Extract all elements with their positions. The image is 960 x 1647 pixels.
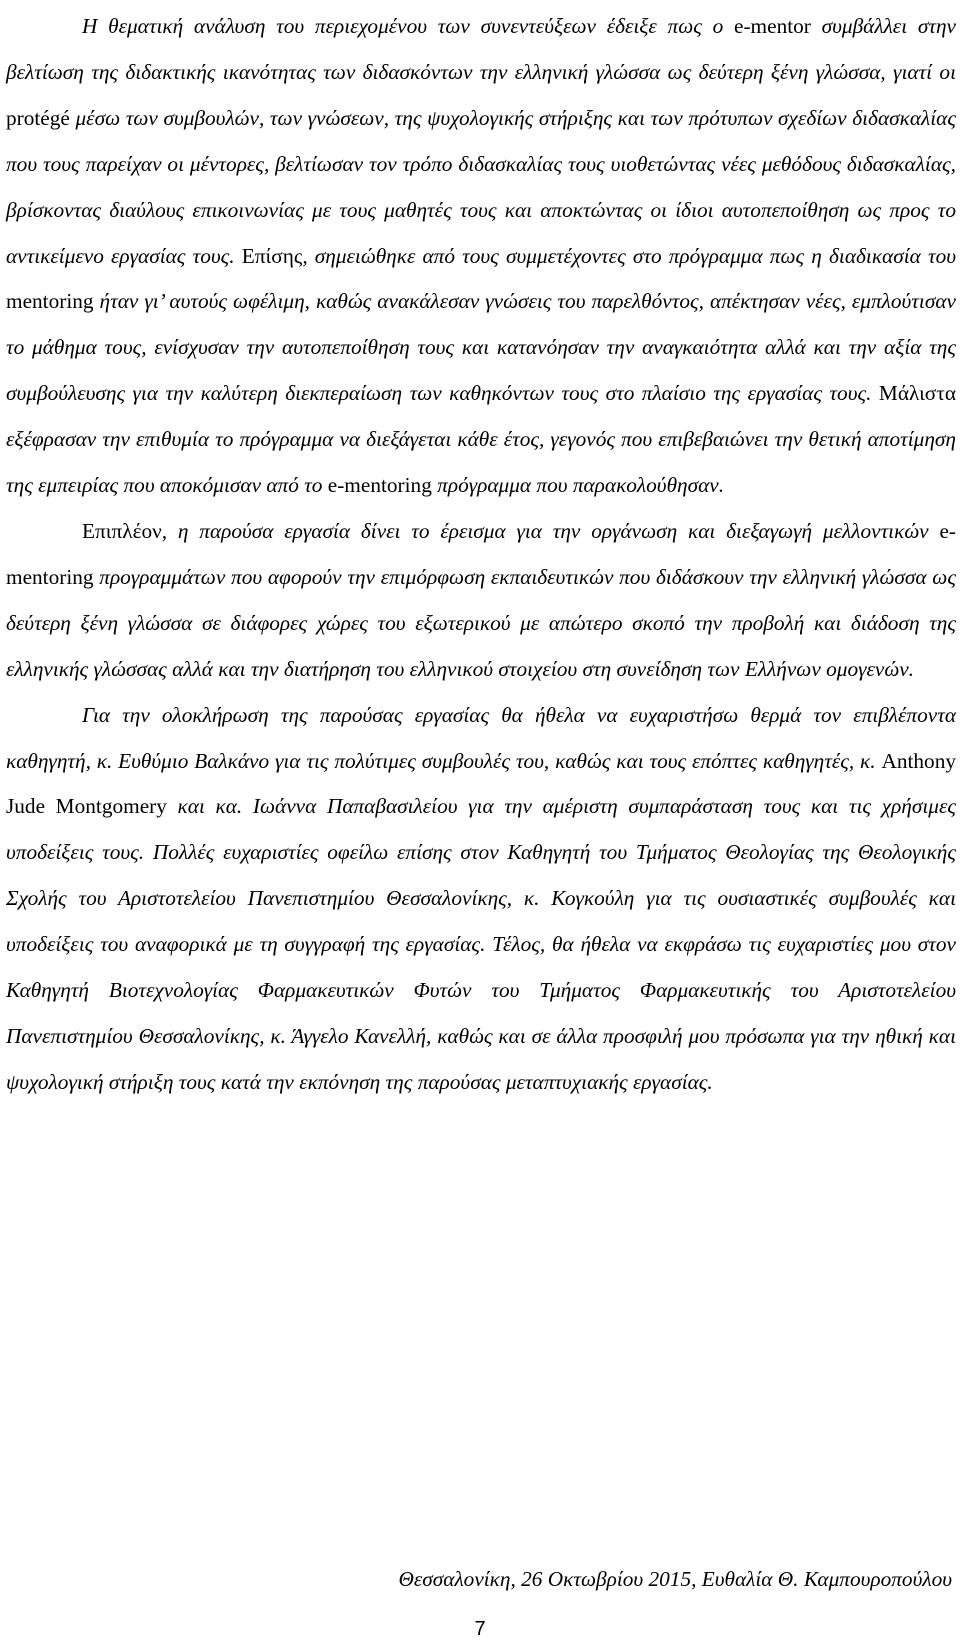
paragraph-conclusions bbox=[6, 4, 956, 509]
text-run: και κα. Ιωάννα Παπαβασιλείου για την αμέριστη συμπαράσταση τους και τις χρήσιμες υποδείξεις τους. Πολλές ευχαριστίες οφείλω επίσης στον Καθηγητή του Τμήματος Θεολογίας της Θεολογικής Σχολής του Αριστοτελείου Πανεπιστημίου Θεσσαλονίκης, κ. Κογκούλη για τις ουσιαστικές συμβουλές και υποδείξεις του αναφορικά με τη συγγραφή της εργασίας. Τέλος, θα ήθελα να εκφράσω τις ευχαριστίες μου στον Καθηγητή Βιοτεχνολογίας Φαρμακευτικών Φυτών του Τμήματος Φαρμακευτικής του Αριστοτελείου Πανεπιστημίου Θεσσαλονίκης, κ. Άγγελο Κανελλή, καθώς και σε άλλα προσφιλή μου πρόσωπα για την ηθική και ψυχολογική στήριξη τους κατά την εκπόνηση της παρούσας μεταπτυχιακής εργασίας. bbox=[6, 794, 957, 1094]
paragraph-future-work bbox=[6, 509, 956, 693]
text-run-upright: Επίσης bbox=[241, 243, 303, 268]
text-run: μέσω των συμβουλών, των γνώσεων, της ψυχολογικής στήριξης και των πρότυπων σχεδίων διδασκαλίας που τους παρείχαν οι μέντορες, βελτίωσαν τον τρόπο διδασκαλίας τους υιοθετώντας νέες μεθόδους διδασκαλίας, βρίσκοντας διαύλους επικοινωνίας με τους μαθητές τους και αποκτώντας οι ίδιοι αυτοπεποίθηση ως προς το αντικείμενο εργασίας τους. bbox=[6, 105, 956, 268]
text-run-upright: e-mentoring bbox=[327, 473, 432, 498]
text-run: Η θεματική ανάλυση του περιεχομένου των συνεντεύξεων έδειξε πως ο bbox=[82, 14, 734, 38]
text-run: ήταν γι’ αυτούς ωφέλιμη, καθώς ανακάλεσαν γνώσεις του παρελθόντος, απέκτησαν νέες, εμπλούτισαν το μάθημα τους, ενίσχυσαν την αυτοπεποίθηση τους και κατανόησαν την αναγκαιότητα αλλά και την αξία της συμβούλευσης για την καλύτερη διεκπεραίωση των καθηκόντων τους στο πλαίσιο της εργασίας τους. bbox=[6, 289, 956, 406]
text-run-upright: Μάλιστα bbox=[878, 381, 956, 406]
text-run-upright: e-mentoring bbox=[6, 518, 956, 589]
text-run: συμβάλλει στην βελτίωση της διδακτικής ικανότητας των διδασκόντων την ελληνική γλώσσα ως δεύτερη ξένη γλώσσα, γιατί οι bbox=[6, 14, 956, 84]
paragraph-acknowledgements bbox=[6, 693, 956, 1106]
text-run: Για την ολοκλήρωση της παρούσας εργασίας θα ήθελα να ευχαριστήσω θερμά τον επιβλέποντα καθηγητή, κ. Ευθύμιο Βαλκάνο για τις πολύτιμες συμβουλές του, καθώς και τους επόπτες καθηγητές, κ. bbox=[6, 702, 956, 773]
text-run-upright: Anthony Jude Montgomery bbox=[6, 748, 956, 819]
text-run-upright: protégé bbox=[6, 105, 70, 130]
text-run: , σημειώθηκε από τους συμμετέχοντες στο πρόγραμμα πως η διαδικασία του bbox=[302, 243, 957, 268]
text-run-upright: Επιπλέον bbox=[82, 518, 162, 543]
text-run-upright: mentoring bbox=[6, 289, 94, 314]
page-number: 7 bbox=[474, 1618, 486, 1640]
body-text bbox=[6, 4, 956, 1106]
text-run: προγραμμάτων που αφορούν την επιμόρφωση εκπαιδευτικών που διδάσκουν την ελληνική γλώσσα ως δεύτερη ξένη γλώσσα σε διάφορες χώρες του εξωτερικού με απώτερο σκοπό την προβολή και διάδοση της ελληνικής γλώσσας αλλά και την διατήρηση του ελληνικού στοιχείου στη συνείδηση των Ελλήνων ομογενών. bbox=[6, 564, 956, 681]
text-run-upright: e-mentor bbox=[734, 14, 811, 38]
text-run: εξέφρασαν την επιθυμία το πρόγραμμα να διεξάγεται κάθε έτος, γεγονός που επιβεβαιώνει την θετική αποτίμηση της εμπειρίας που αποκόμισαν από το bbox=[6, 427, 956, 498]
text-run: , η παρούσα εργασία δίνει το έρεισμα για την οργάνωση και διεξαγωγή μελλοντικών bbox=[161, 518, 940, 543]
text-run: πρόγραμμα που παρακολούθησαν. bbox=[431, 473, 725, 498]
signature-line: Θεσσαλονίκη, 26 Οκτωβρίου 2015, Ευθαλία Θ. Καμπουροπούλου bbox=[398, 1567, 952, 1591]
